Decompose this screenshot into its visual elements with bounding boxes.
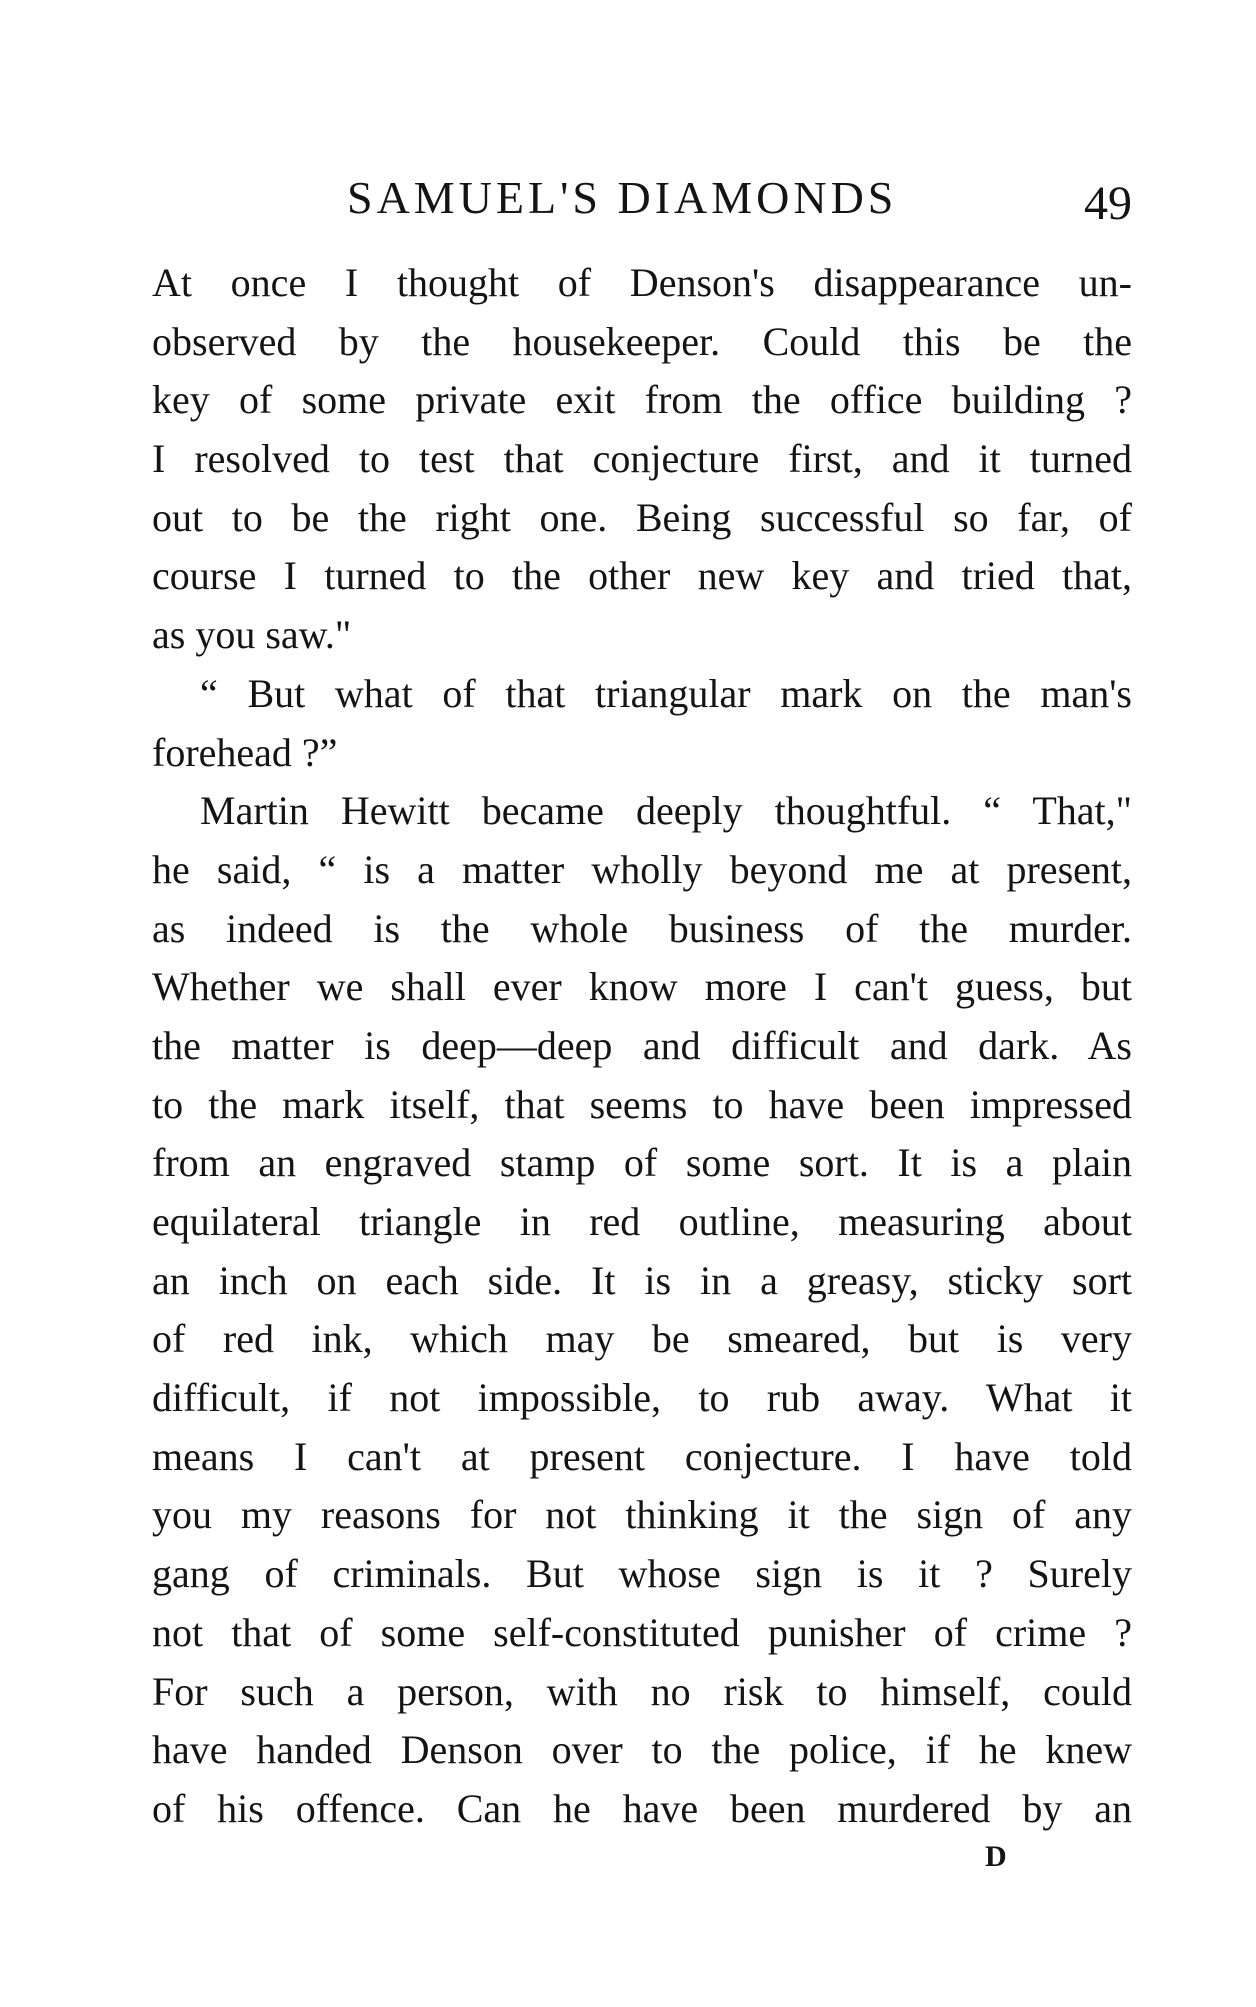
body-text (152, 254, 1132, 1839)
text-line: of his offence. Can he have been murdered by an (152, 1785, 1132, 1831)
text-line: equilateral triangle in red outline, measuring about (152, 1199, 1132, 1244)
text-line: observed by the housekeeper. Could this be the (152, 318, 1132, 364)
text-line: Whether we shall ever know more I can't guess, but (152, 964, 1132, 1010)
page-header (152, 168, 1132, 228)
text-line: to the mark itself, that seems to have been impressed (152, 1081, 1132, 1127)
text-line: “ But what of that triangular mark on the man's (200, 670, 1132, 716)
text-line: out to be the right one. Being successful so far, of (152, 494, 1132, 540)
text-line: you my reasons for not thinking it the sign of any (152, 1492, 1132, 1538)
text-line: from an engraved stamp of some sort. It is a plain (152, 1140, 1132, 1186)
text-line: of red ink, which may be smeared, but is very (152, 1316, 1132, 1362)
text-line: means I can't at present conjecture. I have told (152, 1433, 1132, 1479)
text-line: as indeed is the whole business of the murder. (152, 905, 1132, 951)
text-line: Martin Hewitt became deeply thoughtful. “ That," (200, 788, 1132, 834)
text-line: he said, “ is a matter wholly beyond me at present, (152, 846, 1132, 892)
text-line: For such a person, with no risk to himself, could (152, 1668, 1132, 1714)
text-line: the matter is deep—deep and difficult and dark. As (152, 1022, 1132, 1068)
text-line: have handed Denson over to the police, if he knew (152, 1727, 1132, 1773)
text-line: I resolved to test that conjecture first, and it turned (152, 436, 1132, 482)
text-line: key of some private exit from the office building ? (152, 377, 1132, 423)
signature-mark: D (985, 1840, 1008, 1873)
text-line: as you saw." (152, 612, 352, 658)
running-title: SAMUEL'S DIAMONDS (347, 172, 898, 223)
text-line: course I turned to the other new key and tried that, (152, 553, 1132, 599)
page-number: 49 (1084, 177, 1132, 230)
text-line: an inch on each side. It is in a greasy, sticky sort (152, 1257, 1132, 1303)
text-line: difficult, if not impossible, to rub away. What it (152, 1375, 1132, 1421)
text-line: At once I thought of Denson's disappearance un- (152, 260, 1132, 305)
text-line: gang of criminals. But whose sign is it ? Surely (152, 1551, 1132, 1597)
text-line: not that of some self-constituted punisher of crime ? (152, 1609, 1132, 1655)
text-line: forehead ?” (152, 729, 338, 775)
